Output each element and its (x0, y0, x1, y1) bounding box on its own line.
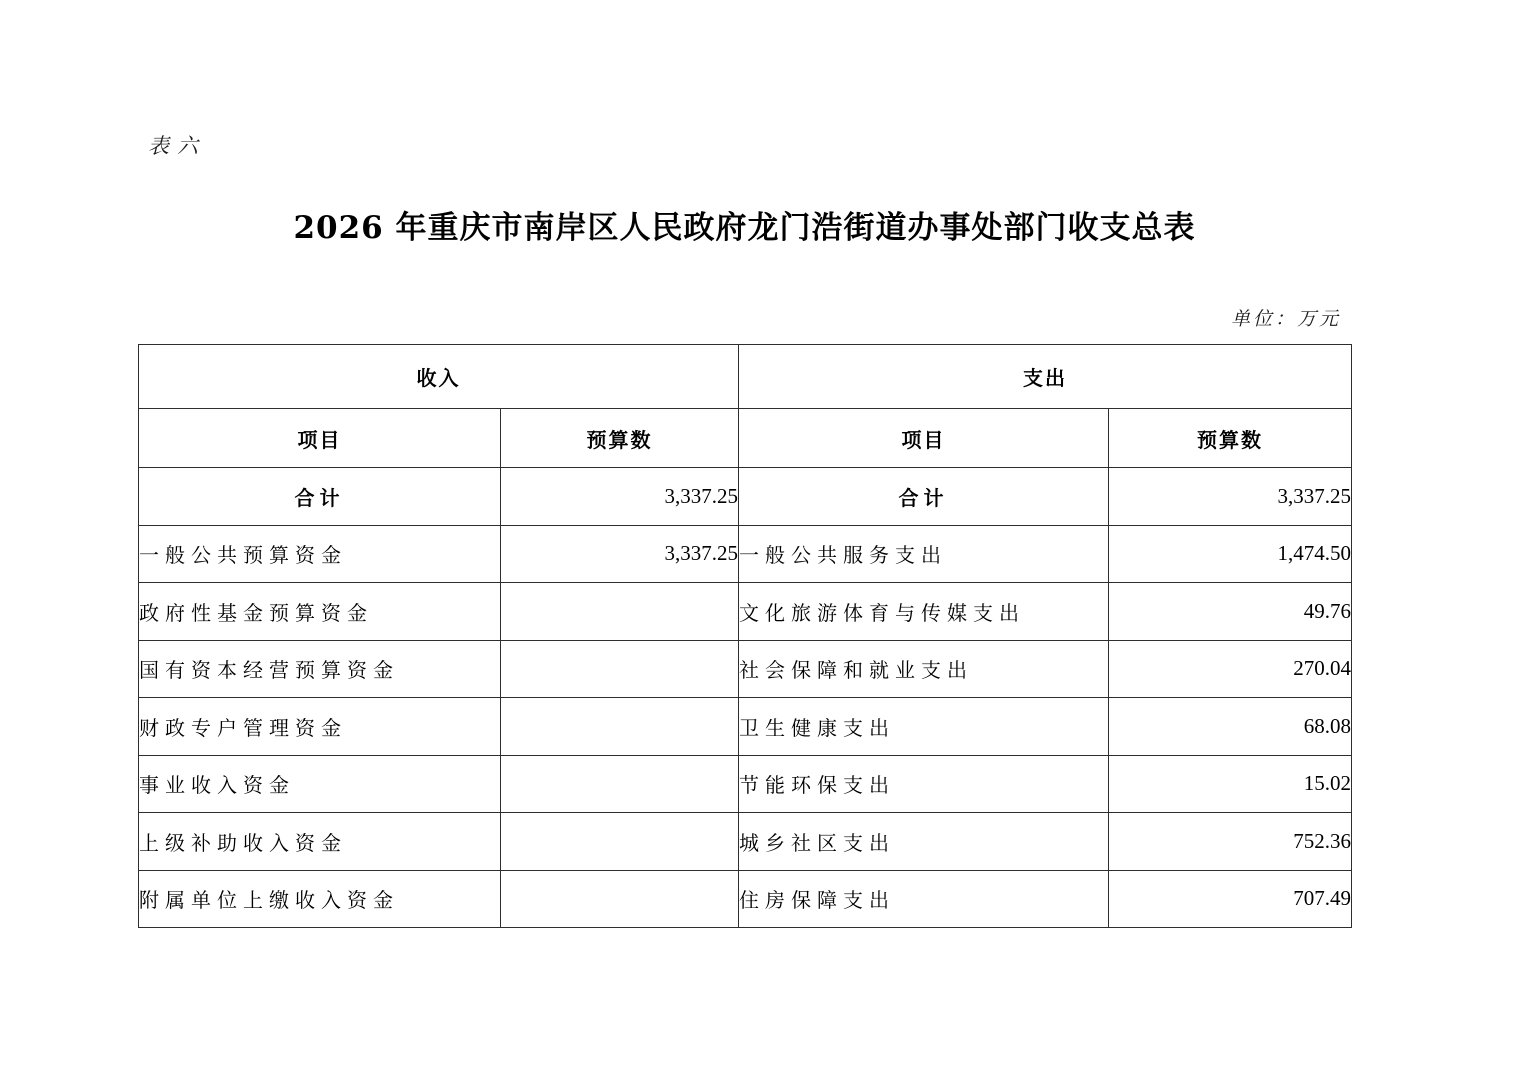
expense-item-cell: 节能环保支出 (739, 755, 1109, 813)
table-row-total (139, 468, 1352, 526)
income-value-cell (501, 755, 739, 813)
income-value-cell (501, 813, 739, 871)
expense-item-cell: 文化旅游体育与传媒支出 (739, 583, 1109, 641)
group-header-row (139, 345, 1352, 409)
sheet-label: 表六 (148, 134, 206, 158)
income-item-column-header: 项目 (139, 409, 501, 468)
income-value-cell (501, 640, 739, 698)
table-row (139, 583, 1352, 641)
expense-group-header: 支出 (739, 345, 1352, 409)
income-value-cell (501, 870, 739, 928)
expense-value-cell: 68.08 (1109, 698, 1352, 756)
expense-value-cell: 270.04 (1109, 640, 1352, 698)
expense-item-cell: 一般公共服务支出 (739, 525, 1109, 583)
budget-summary-table (138, 344, 1352, 928)
income-item-cell: 事业收入资金 (139, 755, 501, 813)
income-item-cell: 政府性基金预算资金 (139, 583, 501, 641)
table-row (139, 525, 1352, 583)
table-row (139, 755, 1352, 813)
expense-value-cell: 15.02 (1109, 755, 1352, 813)
income-item-cell: 合计 (139, 468, 501, 526)
expense-item-column-header: 项目 (739, 409, 1109, 468)
income-item-cell: 上级补助收入资金 (139, 813, 501, 871)
income-item-cell: 财政专户管理资金 (139, 698, 501, 756)
expense-item-cell: 城乡社区支出 (739, 813, 1109, 871)
income-item-cell: 一般公共预算资金 (139, 525, 501, 583)
unit-note: 单位：万元 (1230, 308, 1341, 330)
income-item-cell: 附属单位上缴收入资金 (139, 870, 501, 928)
table-row (139, 640, 1352, 698)
income-value-cell: 3,337.25 (501, 468, 739, 526)
expense-item-cell: 合计 (739, 468, 1109, 526)
table-row (139, 698, 1352, 756)
page-title: 2026 年重庆市南岸区人民政府龙门浩街道办事处部门收支总表 (293, 210, 1196, 246)
income-value-cell (501, 698, 739, 756)
expense-budget-column-header: 预算数 (1109, 409, 1352, 468)
expense-item-cell: 卫生健康支出 (739, 698, 1109, 756)
expense-value-cell: 752.36 (1109, 813, 1352, 871)
expense-item-cell: 住房保障支出 (739, 870, 1109, 928)
table-row (139, 870, 1352, 928)
expense-value-cell: 707.49 (1109, 870, 1352, 928)
income-value-cell: 3,337.25 (501, 525, 739, 583)
expense-value-cell: 49.76 (1109, 583, 1352, 641)
table-row (139, 813, 1352, 871)
expense-value-cell: 1,474.50 (1109, 525, 1352, 583)
expense-value-cell: 3,337.25 (1109, 468, 1352, 526)
income-group-header: 收入 (139, 345, 739, 409)
expense-item-cell: 社会保障和就业支出 (739, 640, 1109, 698)
income-value-cell (501, 583, 739, 641)
income-budget-column-header: 预算数 (501, 409, 739, 468)
income-item-cell: 国有资本经营预算资金 (139, 640, 501, 698)
column-header-row (139, 409, 1352, 468)
